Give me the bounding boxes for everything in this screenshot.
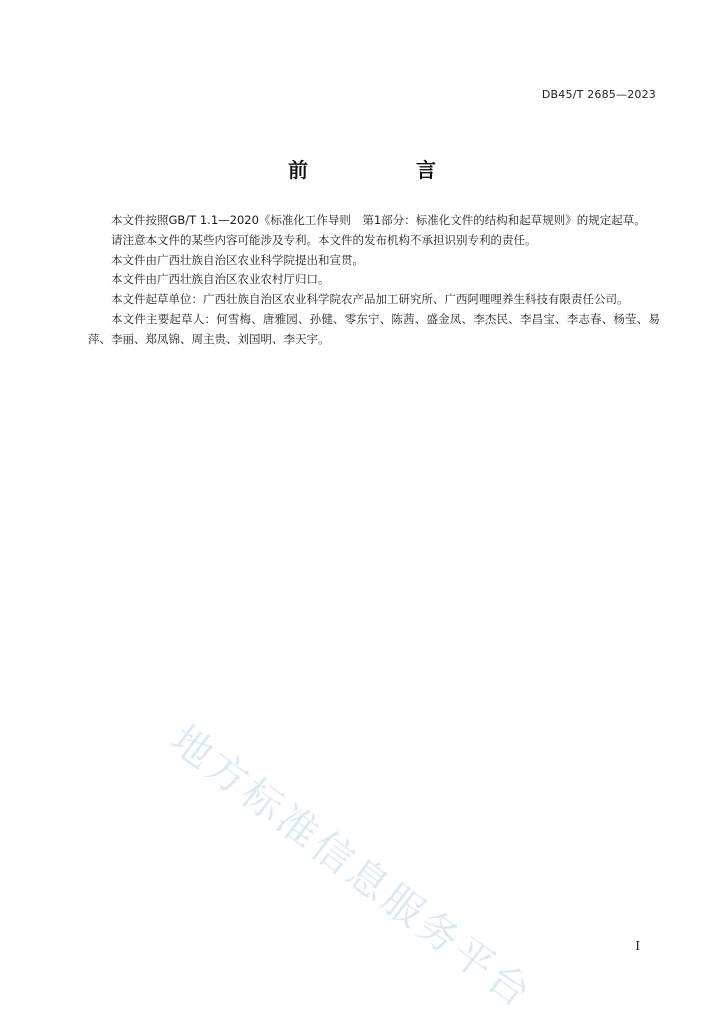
page-number: I	[635, 939, 640, 953]
paragraph-proposer: 本文件由广西壮族自治区农业科学院提出和宣贯。	[111, 252, 364, 267]
paragraph-drafting-rules: 本文件按照GB/T 1.1—2020《标准化工作导则 第1部分：标准化文件的结构和起草规则》的规定起草。	[111, 213, 646, 227]
foreword-body	[88, 211, 660, 350]
paragraph-drafters: 本文件主要起草人：何雪梅、唐雅园、孙健、零东宁、陈茜、盛金凤、李杰民、李昌宝、李志春、杨莹、易萍、李丽、郑凤锦、周主贵、刘国明、李天宇。	[88, 311, 660, 346]
paragraph-drafting-units: 本文件起草单位：广西壮族自治区农业科学院农产品加工研究所、广西阿哩哩养生科技有限责任公司。	[111, 292, 629, 307]
document-code: DB45/T 2685—2023	[541, 88, 656, 101]
paragraph-patent-notice: 请注意本文件的某些内容可能涉及专利。本文件的发布机构不承担识别专利的责任。	[111, 232, 537, 247]
watermark: 地方标准信息服务平台	[162, 716, 542, 1019]
page-title: 前 言	[288, 158, 480, 182]
paragraph-administrator: 本文件由广西壮族自治区农业农村厅归口。	[111, 272, 330, 287]
